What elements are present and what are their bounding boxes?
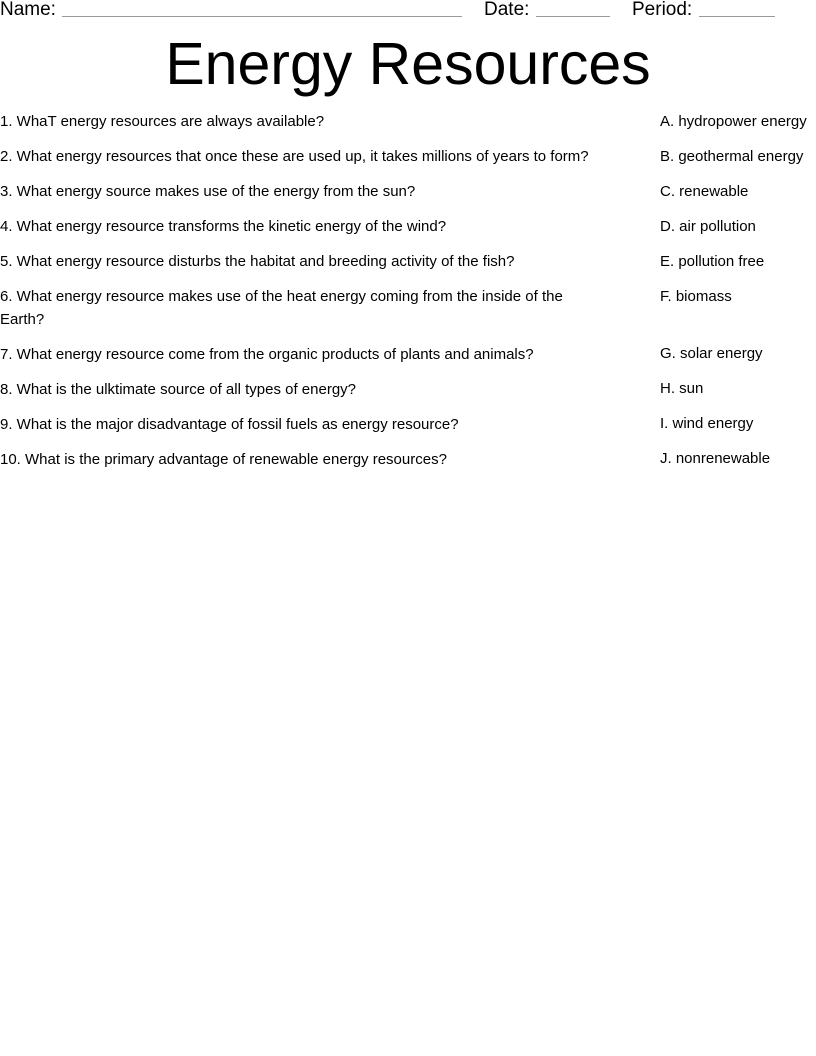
question-item: 9. What is the major disadvantage of fossil fuels as energy resource? [0,416,459,433]
question-item: 8. What is the ulktimate source of all types of energy? [0,381,357,398]
answer-item: E. pollution free [660,253,765,270]
answer-item: A. hydropower energy [660,113,807,130]
question-item: 4. What energy resource transforms the kinetic energy of the wind? [0,218,447,235]
question-item: 6. What energy resource makes use of the heat energy coming from the inside of the Earth? [0,288,563,328]
answer-item: F. biomass [660,288,732,305]
question-item: 1. WhaT energy resources are always available? [0,113,325,130]
answer-list [660,110,816,482]
answer-item: G. solar energy [660,345,763,362]
question-item: 2. What energy resources that once these are used up, it takes millions of years to form? [0,148,589,165]
answer-item: J. nonrenewable [660,450,771,467]
question-item: 3. What energy source makes use of the energy from the sun? [0,183,416,200]
answer-item: C. renewable [660,183,749,200]
page-title: Energy Resources [165,31,651,97]
date-label: Date: [484,0,530,20]
answer-item: D. air pollution [660,218,756,235]
question-item: 10. What is the primary advantage of renewable energy resources? [0,451,447,468]
period-field-line[interactable] [699,16,775,17]
answer-item: H. sun [660,380,704,397]
worksheet-header [0,0,816,24]
name-label: Name: [0,0,56,20]
question-item: 7. What energy resource come from the organic products of plants and animals? [0,346,534,363]
answer-item: B. geothermal energy [660,148,804,165]
question-list [0,110,640,483]
name-field-line[interactable] [62,16,462,17]
question-item: 5. What energy resource disturbs the habitat and breeding activity of the fish? [0,253,515,270]
answer-item: I. wind energy [660,415,754,432]
period-label: Period: [632,0,693,20]
date-field-line[interactable] [536,16,610,17]
